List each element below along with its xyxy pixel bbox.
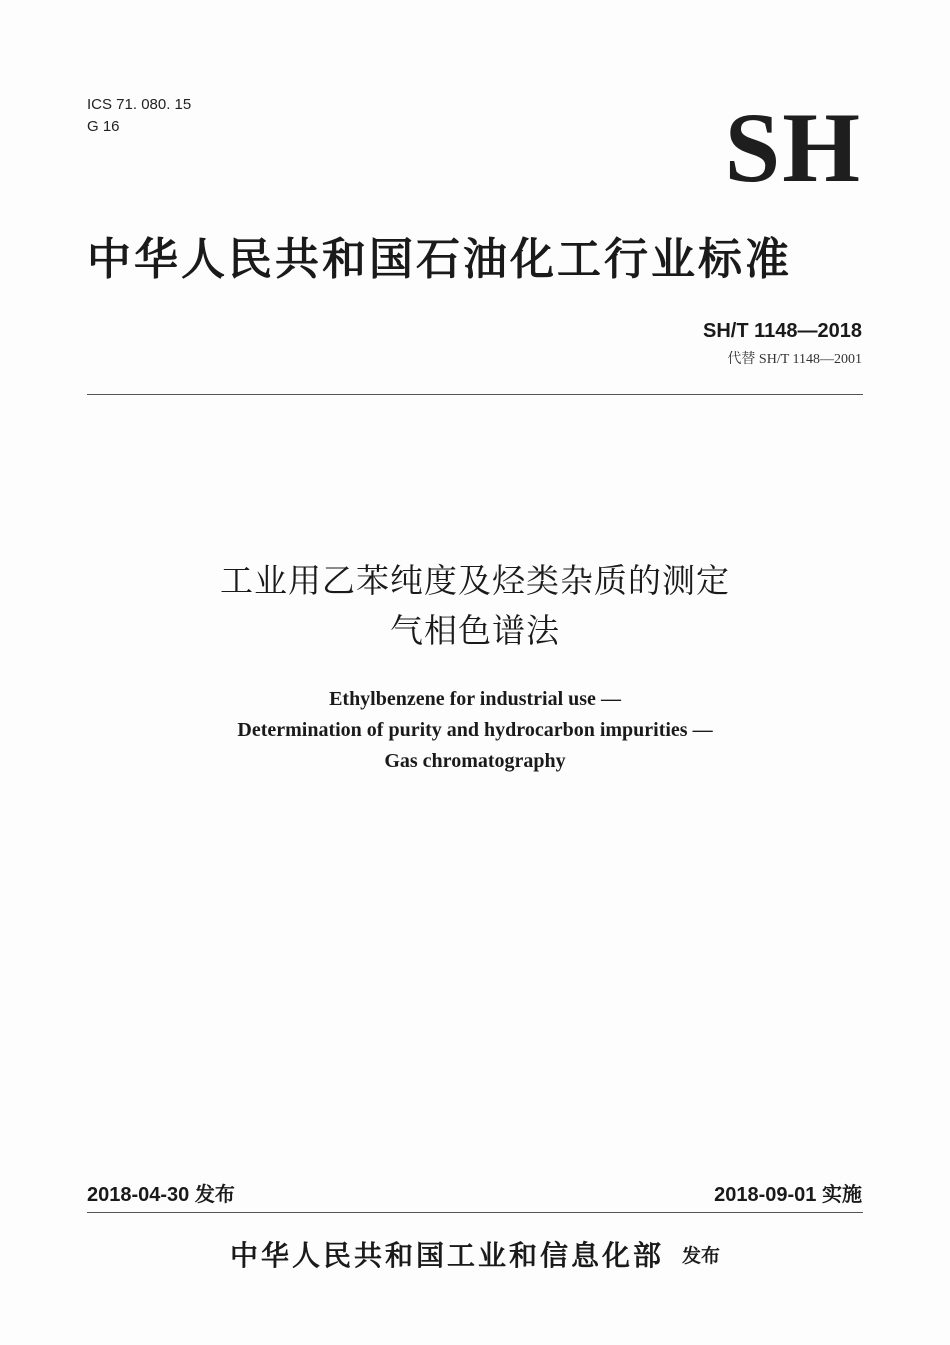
replaces-standard: 代替 SH/T 1148—2001: [727, 352, 862, 367]
classification-codes: [87, 94, 191, 138]
top-divider: [87, 394, 863, 395]
chinese-title: [0, 556, 950, 656]
english-title: [0, 684, 950, 777]
publisher-verb: 发布: [682, 1244, 721, 1267]
chinese-title-line-2: 气相色谱法: [390, 611, 560, 650]
publisher-line: [0, 1234, 950, 1274]
standard-number: SH/T 1148—2018: [703, 320, 862, 342]
bottom-divider: [87, 1212, 863, 1213]
english-title-line-1: Ethylbenzene for industrial use —: [329, 688, 621, 710]
english-title-line-2: Determination of purity and hydrocarbon impurities —: [237, 719, 713, 741]
sh-logo: SH: [724, 92, 862, 203]
publisher-organization: 中华人民共和国工业和信息化部: [229, 1239, 664, 1272]
chinese-title-line-1: 工业用乙苯纯度及烃类杂质的测定: [220, 561, 730, 600]
industry-standard-title: 中华人民共和国石油化工行业标准: [87, 234, 792, 285]
implementation-date: 2018-09-01 实施: [714, 1184, 862, 1206]
ics-code: ICS 71. 080. 15: [87, 96, 192, 113]
english-title-line-3: Gas chromatography: [384, 750, 566, 772]
ccs-code: G 16: [87, 118, 120, 135]
issue-date: 2018-04-30 发布: [87, 1184, 235, 1206]
